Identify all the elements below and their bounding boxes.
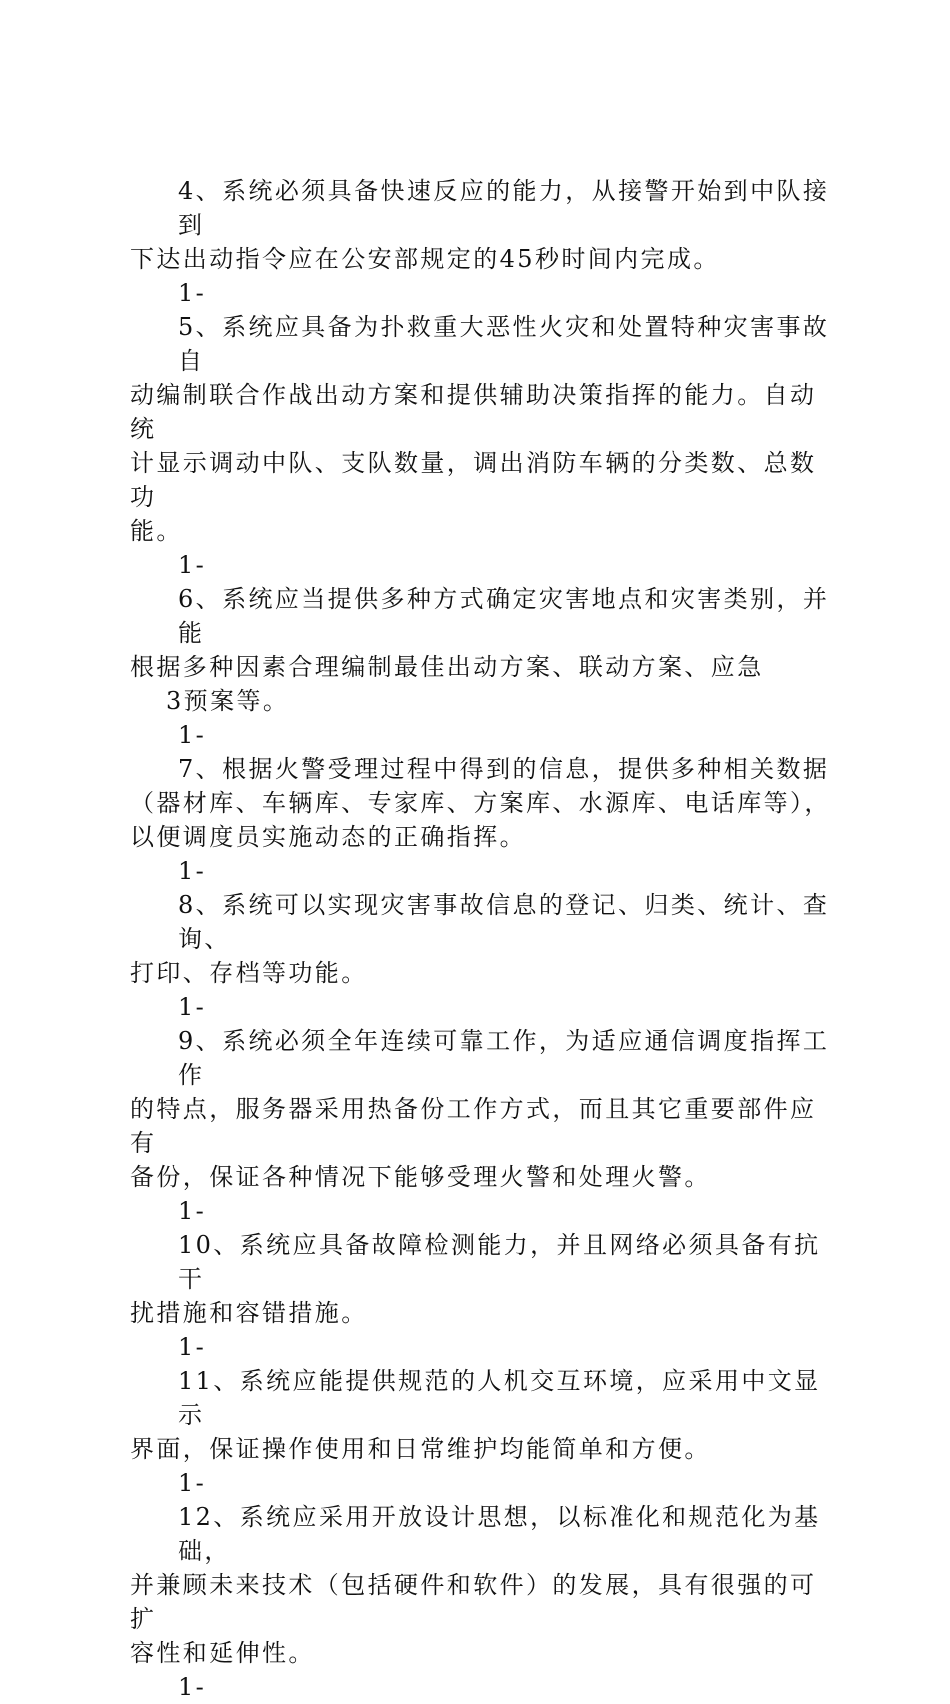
text-line: 备份，保证各种情况下能够受理火警和处理火警。 [130, 1163, 711, 1191]
text-line: 打印、存档等功能。 [130, 959, 368, 987]
page-marker: 1- [178, 1197, 207, 1225]
text-line: 9、系统必须全年连续可靠工作，为适应通信调度指挥工作 [178, 1027, 830, 1089]
text-line: 11、系统应能提供规范的人机交互环境，应采用中文显示 [178, 1367, 821, 1429]
page-marker: 1- [178, 857, 207, 885]
section-item-7 [130, 752, 835, 888]
text-line: 扰措施和容错措施。 [130, 1299, 368, 1327]
section-item-9 [130, 1024, 835, 1228]
text-line: 7、根据火警受理过程中得到的信息，提供多种相关数据 [178, 755, 830, 783]
text-line: 下达出动指令应在公安部规定的45秒时间内完成。 [130, 245, 720, 273]
section-item-12 [130, 1500, 835, 1704]
text-line: 5、系统应具备为扑救重大恶性火灾和处置特种灾害事故自 [178, 313, 830, 375]
page-marker: 1- [178, 279, 207, 307]
section-item-4 [130, 174, 835, 310]
text-line: 容性和延伸性。 [130, 1639, 315, 1667]
text-line: 8、系统可以实现灾害事故信息的登记、归类、统计、查询、 [178, 891, 830, 953]
page-marker: 1- [178, 721, 207, 749]
text-line: 能。 [130, 517, 183, 545]
text-line: 计显示调动中队、支队数量，调出消防车辆的分类数、总数功 [130, 449, 817, 511]
text-line: 动编制联合作战出动方案和提供辅助决策指挥的能力。自动统 [130, 381, 817, 443]
text-line: 4、系统必须具备快速反应的能力，从接警开始到中队接到 [178, 177, 830, 239]
section-item-11 [130, 1364, 835, 1500]
text-line: 以便调度员实施动态的正确指挥。 [130, 823, 526, 851]
text-line: 根据多种因素合理编制最佳出动方案、联动方案、应急 [130, 653, 764, 681]
text-line: 10、系统应具备故障检测能力，并且网络必须具备有抗干 [178, 1231, 821, 1293]
text-line: 并兼顾未来技术（包括硬件和软件）的发展，具有很强的可扩 [130, 1571, 817, 1633]
text-line: 的特点，服务器采用热备份工作方式，而且其它重要部件应有 [130, 1095, 817, 1157]
text-line: 界面，保证操作使用和日常维护均能简单和方便。 [130, 1435, 711, 1463]
document-body [130, 174, 835, 1704]
text-line: 12、系统应采用开放设计思想，以标准化和规范化为基础， [178, 1503, 821, 1565]
page-marker: 1- [178, 993, 207, 1021]
page-marker: 1- [178, 551, 207, 579]
section-item-5 [130, 310, 835, 582]
text-line: 6、系统应当提供多种方式确定灾害地点和灾害类别，并能 [178, 585, 830, 647]
page-marker: 1- [178, 1673, 207, 1701]
text-line: 3预案等。 [166, 687, 290, 715]
section-item-8 [130, 888, 835, 1024]
text-line: （器材库、车辆库、专家库、方案库、水源库、电话库等）， [130, 789, 831, 817]
page-marker: 1- [178, 1333, 207, 1361]
section-item-6 [130, 582, 835, 752]
page-marker: 1- [178, 1469, 207, 1497]
